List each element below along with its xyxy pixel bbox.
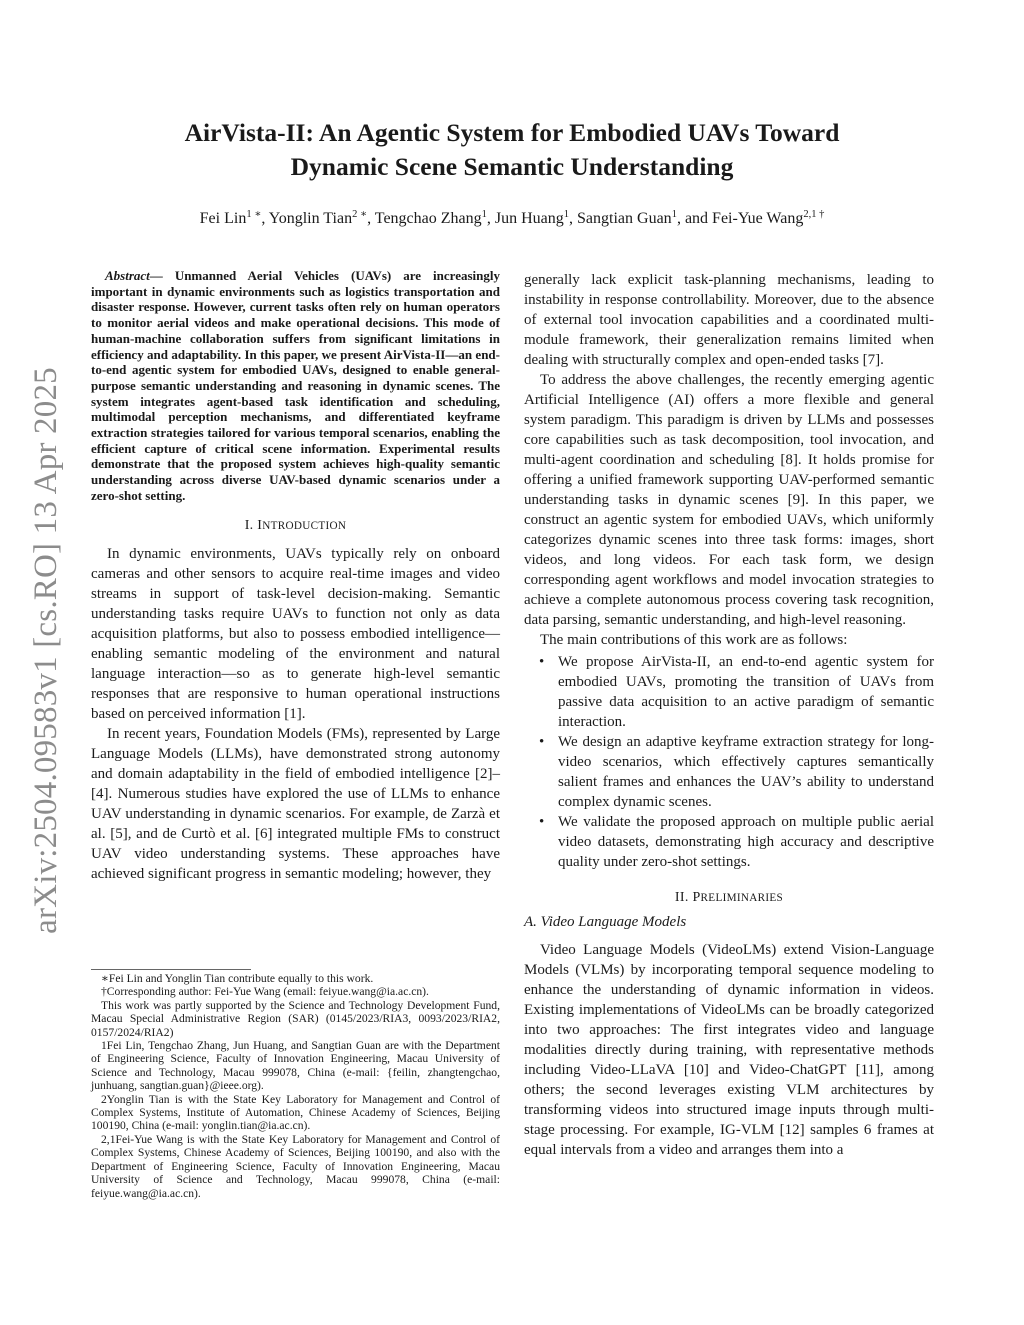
author-list: Fei Lin$^{1 ∗}$, Yonglin Tian$^{2 ∗}$, Tengchao Zhang$^1$, Jun Huang$^1$, Sangtian Guan$^1$, and Fei-Yue Wang$^{2,1 \dagger}$: [199, 209, 825, 227]
title-line-2: Dynamic Scene Semantic Understanding: [290, 152, 734, 181]
paper-title: [90, 116, 934, 184]
contribution-item: • We validate the proposed approach on multiple public aerial video datasets, demonstrating high accuracy and descriptive quality under zero-shot settings.: [539, 814, 934, 870]
section-heading-introduction: I. INTRODUCTION: [244, 517, 347, 533]
paragraph: Video Language Models (VideoLMs) extend Vision-Language Models (VLMs) by incorporating temporal sequence modeling to enhance the understanding of dynamic information in videos. Existing implementations of VideoLMs can be broadly categorized into two approaches: The first integrates video and language modalities directly during training, with representative methods including Video-LLaVA [10] and Video-ChatGPT [11], among others; the second leverages existing VLM architectures by transforming videos into structured image inputs through multi-stage processing. For example, IG-VLM [12] samples 6 frames at equal intervals from a video and arranges them into a: [524, 942, 934, 1158]
author-name: Sangtian Guan: [577, 210, 672, 227]
bullet-icon: •: [539, 734, 545, 750]
author-name: Fei Lin: [199, 210, 247, 227]
author-name: Yonglin Tian: [268, 210, 353, 227]
author-affiliation: 1: [481, 209, 487, 220]
footnote-rule: [91, 969, 251, 970]
author-affiliation: 1: [671, 209, 677, 220]
author-name: and Fei-Yue Wang: [684, 210, 804, 227]
footnote: This work was partly supported by the Science and Technology Development Fund, Macau Special Administrative Region (SAR) (0145/2023/RIA3, 0093/2023/RIA2, 0157/2024/RIA2): [91, 998, 500, 1039]
author-affiliation: 2 ∗: [352, 209, 368, 220]
author-affiliation: 1 ∗: [246, 209, 262, 220]
section-heading-preliminaries: II. PRELIMINARIES: [674, 890, 784, 905]
paragraph: To address the above challenges, the recently emerging agentic Artificial Intelligence (AI) offers a more flexible and general system paradigm. This paradigm is driven by LLMs and possesses core capabilities such as task decomposition, tool invocation, and multi-agent coordination and scheduling [8]. It holds promise for offering a unified framework supporting UAV-performed semantic understanding tasks in dynamic scenes [9]. In this paper, we construct an agentic system for embodied UAVs, which uniformly categorizes dynamic scenes into three task forms: images, short videos, and long videos. For each task form, we design corresponding agent workflows and model invocation strategies to achieve a complete autonomous process covering task recognition, data parsing, semantic understanding, and high-level reasoning.: [524, 372, 934, 628]
paragraph: generally lack explicit task-planning mechanisms, leading to instability in response controllability. Moreover, due to the absence of external tool invocation capabilities and a coordinated multi-module framework, their generalization remains limited when dealing with structurally complex and open-ended tasks [7].: [524, 272, 934, 368]
footnote: 2Yonglin Tian is with the State Key Laboratory for Management and Control of Complex Systems, Institute of Automation, Chinese Academy of Sciences, Beijing 100190, China (e-mail: yonglin.tian@ia.ac.cn).: [91, 1092, 500, 1133]
contribution-item: • We propose AirVista-II, an end-to-end agentic system for embodied UAVs, promoting the transition of UAVs from passive data acquisition to an active paradigm of semantic interaction.: [539, 654, 934, 730]
author-affiliation: 2,1 †: [803, 209, 825, 220]
contribution-list: [524, 652, 934, 872]
author-name: Tengchao Zhang: [374, 210, 482, 227]
paragraph: The main contributions of this work are as follows:: [540, 632, 848, 648]
paragraph: In recent years, Foundation Models (FMs), represented by Large Language Models (LLMs), have demonstrated strong autonomy and domain adaptability in the field of embodied intelligence [2]–[4]. Numerous studies have explored the use of LLMs to enhance UAV understanding in dynamic scenarios. For example, de Zarzà et al. [5], and de Curtò et al. [6] integrated multiple FMs to construct UAV video understanding systems. These approaches have achieved significant progress in semantic modeling; however, they: [91, 725, 500, 882]
bullet-icon: •: [539, 654, 545, 670]
right-column: [524, 270, 934, 1160]
paragraph: In dynamic environments, UAVs typically rely on onboard cameras and other sensors to acquire real-time images and video streams in support of task-level decision-making. Semantic understanding tasks require UAVs to function not only as data acquisition platforms, but also to possess embodied intelligence—enabling semantic modeling of the environment and natural language interaction—so as to generate high-level semantic responses that are responsive to human operational instructions based on perceived information [1].: [91, 545, 500, 722]
footnote: 2,1Fei-Yue Wang is with the State Key Laboratory for Management and Control of Complex Systems, Chinese Academy of Sciences, Beijing 100190, and also with the Department of Engineering Science, Faculty of Innovation Engineering, Macau University of Science and Technology, Macau 999078, China (e-mail: feiyue.wang@ia.ac.cn).: [91, 1132, 500, 1200]
abstract: [91, 268, 500, 504]
subsection-heading: A. Video Language Models: [524, 914, 687, 930]
arxiv-watermark: [26, 352, 66, 948]
arxiv-identifier: arXiv:2504.09583v1 [cs.RO] 13 Apr 2025: [27, 366, 64, 934]
abstract-label: Abstract: [105, 268, 150, 283]
author-affiliation: 1: [563, 209, 570, 220]
contribution-item: • We design an adaptive keyframe extraction strategy for long-video scenarios, which effectively captures semantically salient frames and enhances the UAV’s ability to understand complex dynamic scenes.: [539, 734, 934, 810]
footnote: †Corresponding author: Fei-Yue Wang (email: feiyue.wang@ia.ac.cn).: [101, 985, 429, 999]
footnotes: [91, 969, 500, 1200]
left-column: [91, 268, 500, 884]
footnote: 1Fei Lin, Tengchao Zhang, Jun Huang, and Sangtian Guan are with the Department of Engineering Science, Faculty of Innovation Engineering, Macau University of Science and Technology, Macau 999078, China (e-mail: {feilin, zhangtengchao, junhuang, sangtian.guan}@ieee.org).: [91, 1039, 500, 1093]
title-line-1: AirVista-II: An Agentic System for Embodied UAVs Toward: [184, 118, 840, 147]
abstract-text: — Unmanned Aerial Vehicles (UAVs) are increasingly important in dynamic environments such as logistics transportation and disaster response. However, current tasks often rely on human operators to monitor aerial videos and make operational decisions. This mode of human-machine collaboration suffers from significant limitations in efficiency and adaptability. In this paper, we present AirVista-II—an end-to-end agentic system for embodied UAVs, designed to enable general-purpose semantic understanding and reasoning in dynamic scenes. The system integrates agent-based task identification and scheduling, multimodal perception mechanisms, and differentiated keyframe extraction strategies tailored for various temporal scenarios, enabling the efficient capture of critical scene information. Experimental results demonstrate that the proposed system achieves high-quality semantic understanding across diverse UAV-based dynamic scenarios under a zero-shot setting.: [91, 268, 500, 503]
author-name: Jun Huang: [494, 210, 564, 227]
bullet-icon: •: [539, 814, 545, 830]
footnote: ∗Fei Lin and Yonglin Tian contribute equally to this work.: [101, 972, 374, 985]
